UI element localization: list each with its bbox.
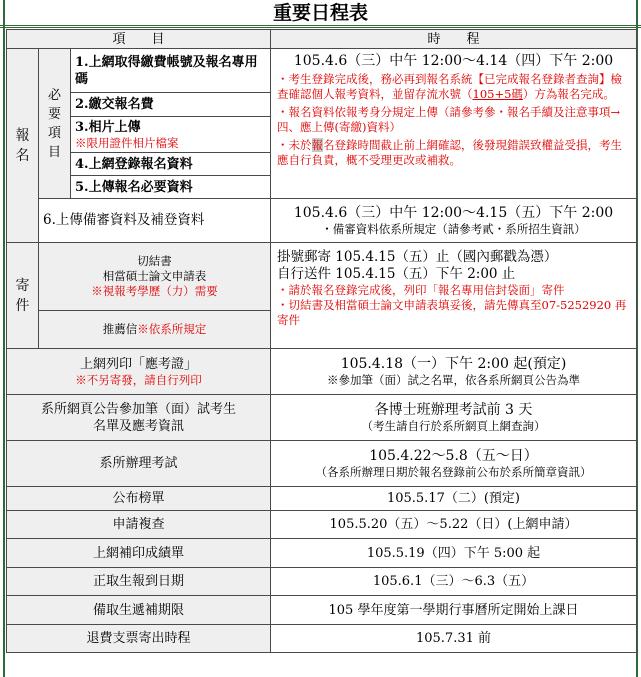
registration-note-1: ・考生登錄完成後，務必再到報名系統【已完成報名登錄者查詢】檢查確認個人報考資料，並留存流水號（105+5碼）方為報名完成。 bbox=[277, 72, 622, 101]
schedule-table bbox=[6, 29, 637, 653]
reg-item-5: 5.上傳報名必要資料 bbox=[71, 176, 271, 199]
registration-note-3: ・未於報名登錄時間截止前上網確認，後發現錯誤致權益受損，考生應自行負責，概不受理更改或補救。 bbox=[277, 138, 622, 167]
registration-time-main: 105.4.6（三）中午 12:00～4.14（四）下午 2:00 bbox=[293, 53, 614, 69]
row-admission-ticket: 上網列印「應考證」 ※不另寄發，請自行列印 105.4.18（一）下午 2:00 起(預定) ※參加筆（面）試之名單，依各系所網頁公告為準 bbox=[7, 349, 637, 395]
row-results: 公布榜單 105.5.17（二）(預定) bbox=[7, 487, 637, 511]
registration-time-cell bbox=[271, 49, 637, 199]
required-items-label: 必要項目 bbox=[39, 49, 71, 199]
row-refund: 退費支票寄出時程 105.7.31 前 bbox=[7, 625, 637, 653]
registration-note-2: ・報名資料依報考身分規定上傳（請參考參・報名手續及注意事項→四、應上傳(寄繳)資料） bbox=[277, 105, 621, 134]
backup-time-cell: 105.4.6（三）中午 12:00～4.15（五）下午 2:00 ・備審資料依系所規定（請參考貳・系所招生資訊） bbox=[271, 199, 637, 243]
reg-item-2: 2.繳交報名費 bbox=[71, 93, 271, 117]
row-waitlist: 備取生遞補期限 105 學年度第一學期行事曆所定開始上課日 bbox=[7, 596, 637, 625]
mailing-group-label: 寄件 bbox=[7, 243, 39, 349]
mailing-item-1: 切結書 相當碩士論文申請表 ※視報考學歷（力）需要 bbox=[39, 243, 271, 311]
row-enrollment: 正取生報到日期 105.6.1（三）～6.3（五） bbox=[7, 568, 637, 596]
header-time: 時 程 bbox=[271, 30, 637, 49]
page-title: 重要日程表 bbox=[0, 0, 641, 28]
registration-group-label: 報名 bbox=[7, 49, 39, 243]
reg-item-1: 1.上網取得繳費帳號及報名專用碼 bbox=[71, 49, 271, 93]
reg-item-3: 3.相片上傳 ※限用證件相片檔案 bbox=[71, 117, 271, 153]
header-item: 項 目 bbox=[7, 30, 271, 49]
row-exam: 系所辦理考試 105.4.22～5.8（五～日） （各系所辦理日期於報名登錄前公布於系所簡章資訊） bbox=[7, 441, 637, 487]
mailing-time-cell: 掛號郵寄 105.4.15（五）止（國內郵戳為憑） 自行送件 105.4.15（五）下午 2:00 止 ・請於報名登錄完成後，列印「報名專用信封袋面」寄件 ・切結書及相當碩士論文申請表填妥後，請先傳真至07-5252920 再寄件 bbox=[271, 243, 637, 349]
row-transcript: 上網補印成績單 105.5.19（四）下午 5:00 起 bbox=[7, 539, 637, 568]
reg-item-4: 4.上網登錄報名資料 bbox=[71, 153, 271, 176]
mailing-item-2: 推薦信※依系所規定 bbox=[39, 311, 271, 349]
row-exam-list: 系所網頁公告參加筆（面）試考生名單及應考資訊 各博士班辦理考試前 3 天 （考生請自行於系所網頁上網查詢） bbox=[7, 395, 637, 441]
reg-item-6: 6.上傳備審資料及補登資料 bbox=[39, 199, 271, 243]
row-review: 申請複查 105.5.20（五）～5.22（日）(上網申請） bbox=[7, 511, 637, 539]
reg-item-3-note: ※限用證件相片檔案 bbox=[75, 135, 179, 150]
header-row bbox=[7, 30, 637, 49]
